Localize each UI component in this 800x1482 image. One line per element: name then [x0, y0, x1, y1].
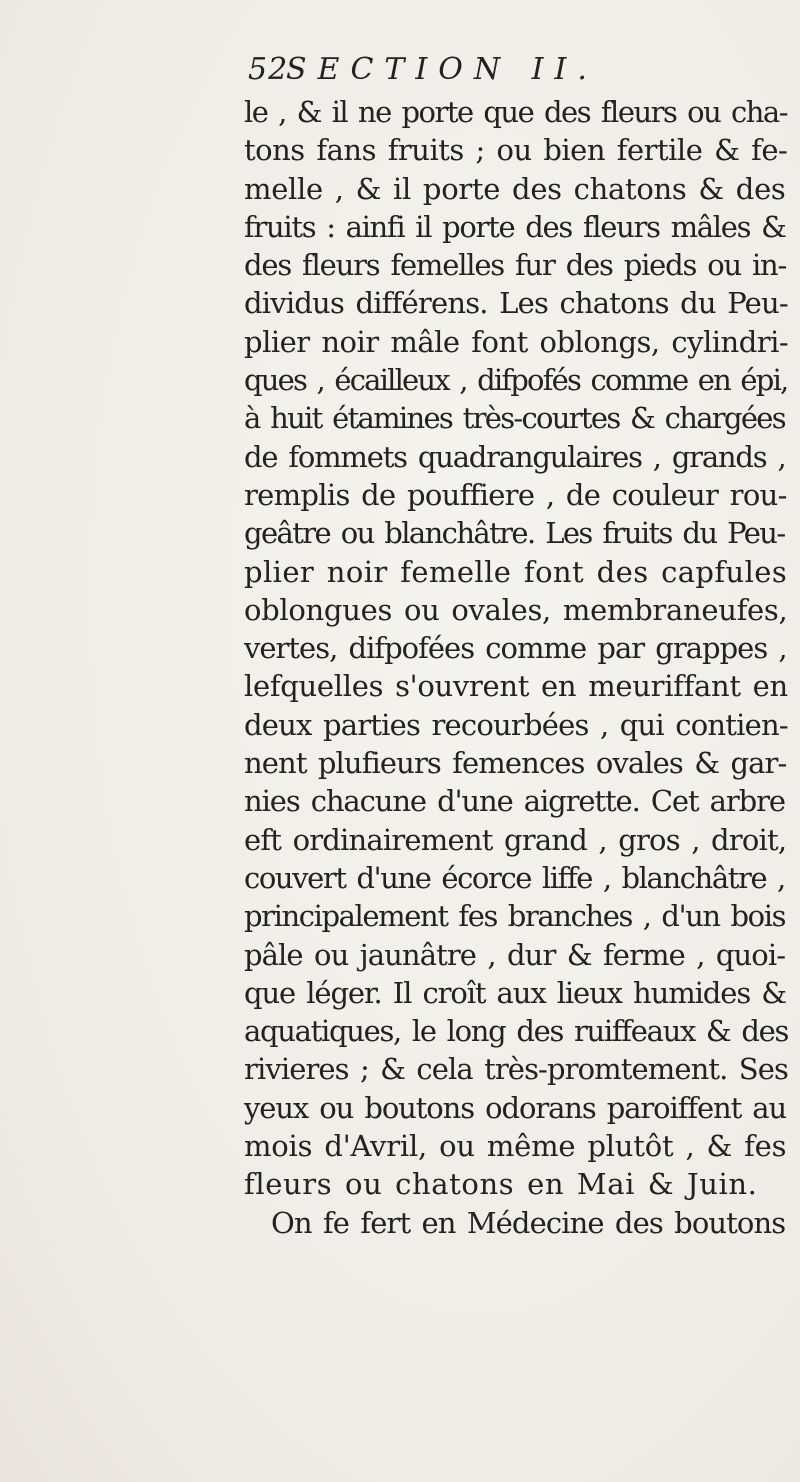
- text-line: lefquelles s'ouvrent en meuriffant en: [244, 669, 788, 704]
- text-line: vertes, difpofées comme par grappes ,: [244, 631, 787, 666]
- body-text: [244, 93, 789, 1242]
- text-line: tons fans fruits ; ou bien fertile & fe-: [244, 133, 788, 168]
- paragraph-start-line: On fe fert en Médecine des boutons: [271, 1205, 786, 1240]
- page-header: [248, 52, 800, 96]
- text-line: ques , écailleux , difpofés comme en épi,: [244, 363, 788, 398]
- text-line: que léger. Il croît aux lieux humides &: [244, 975, 786, 1010]
- text-line: plier noir femelle font des capfules: [244, 554, 788, 589]
- text-line: dividus différens. Les chatons du Peu-: [244, 286, 788, 321]
- text-line: deux parties recourbées , qui contien-: [244, 707, 788, 742]
- text-line: aquatiques, le long des ruiffeaux & des: [244, 1014, 789, 1049]
- text-line: à huit étamines très-courtes & chargées: [244, 401, 785, 436]
- text-line: des fleurs femelles fur des pieds ou in-: [244, 248, 787, 283]
- text-line: oblongues ou ovales, membraneufes,: [244, 592, 788, 627]
- text-line: geâtre ou blanchâtre. Les fruits du Peu-: [244, 516, 785, 551]
- text-line: fleurs ou chatons en Mai & Juin.: [244, 1167, 758, 1202]
- text-line: pâle ou jaunâtre , dur & ferme , quoi-: [244, 937, 786, 972]
- text-line: yeux ou boutons odorans paroiffent au: [244, 1090, 787, 1125]
- text-line: couvert d'une écorce liffe , blanchâtre ,: [244, 860, 785, 895]
- text-line: nies chacune d'une aigrette. Cet arbre: [244, 784, 785, 819]
- page-number: 52: [248, 52, 289, 87]
- text-line: le , & il ne porte que des fleurs ou cha-: [244, 95, 787, 129]
- text-line: fruits : ainfi il porte des fleurs mâles &: [244, 209, 786, 244]
- text-line: rivieres ; & cela très-promtement. Ses: [244, 1052, 788, 1087]
- text-line: mois d'Avril, ou même plutôt , & fes: [244, 1129, 787, 1164]
- text-line: de fommets quadrangulaires , grands ,: [244, 439, 786, 474]
- text-line: plier noir mâle font oblongs, cylindri-: [244, 324, 789, 359]
- text-line: principalement fes branches , d'un bois: [244, 899, 786, 934]
- text-line: melle , & il porte des chatons & des: [244, 171, 786, 206]
- text-line: nent plufieurs femences ovales & gar-: [244, 746, 787, 781]
- text-line: eft ordinairement grand , gros , droit,: [244, 822, 787, 857]
- running-head: SECTION II.: [286, 52, 598, 87]
- text-line: remplis de pouffiere , de couleur rou-: [244, 477, 787, 512]
